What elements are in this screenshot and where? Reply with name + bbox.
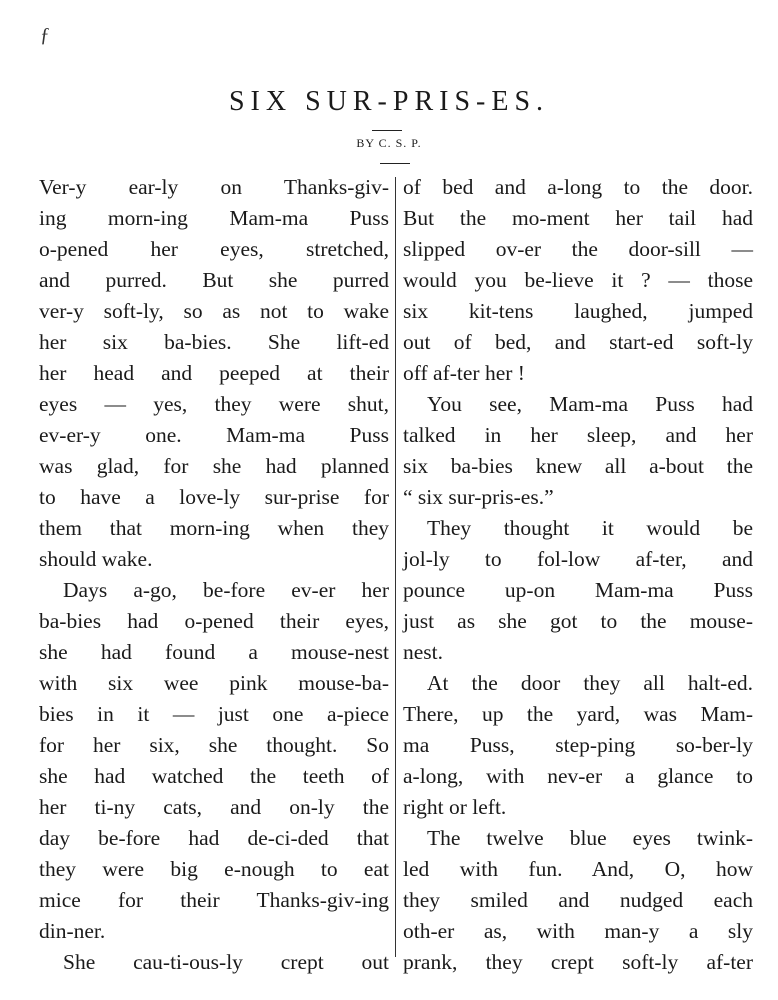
text-line: them that morn-ing when they — [39, 516, 389, 540]
text-line: din-ner. — [39, 919, 106, 943]
text-line: At the door they all halt-ed. — [427, 671, 753, 695]
right-column — [403, 172, 753, 978]
text-line: to have a love-ly sur-prise for — [39, 485, 389, 509]
byline: BY C. S. P. — [356, 136, 422, 150]
text-line: for her six, she thought. So — [39, 733, 389, 757]
text-line: ing morn-ing Mam-ma Puss — [39, 206, 389, 230]
text-line: ma Puss, step-ping so-ber-ly — [403, 733, 753, 757]
text-line: and purred. But she purred — [39, 268, 389, 292]
text-line: would you be-lieve it ? — those — [403, 268, 753, 292]
text-line: bies in it — just one a-piece — [39, 702, 389, 726]
text-line: they were big e-nough to eat — [39, 857, 389, 881]
text-line: jol-ly to fol-low af-ter, and — [403, 547, 753, 571]
text-line: Days a-go, be-fore ev-er her — [63, 578, 389, 602]
text-line: ev-er-y one. Mam-ma Puss — [39, 423, 389, 447]
text-line: right or left. — [403, 795, 507, 819]
text-line: they smiled and nudged each — [403, 888, 753, 912]
story-title: SIX SUR-PRIS-ES. — [228, 86, 550, 117]
text-line: mice for their Thanks-giv-ing — [39, 888, 389, 912]
text-line: should wake. — [39, 547, 153, 571]
text-line: The twelve blue eyes twink- — [427, 826, 753, 850]
text-line: her six ba-bies. She lift-ed — [39, 330, 389, 354]
text-line: six kit-tens laughed, jumped — [403, 299, 753, 323]
column-divider — [395, 177, 396, 957]
text-line: o-pened her eyes, stretched, — [39, 237, 389, 261]
text-line: ba-bies had o-pened their eyes, — [39, 609, 389, 633]
text-line: her head and peeped at their — [39, 361, 389, 385]
text-line: with six wee pink mouse-ba- — [39, 671, 389, 695]
text-line: ver-y soft-ly, so as not to wake — [39, 299, 389, 323]
text-line: They thought it would be — [427, 516, 753, 540]
text-line: nest. — [403, 640, 444, 664]
text-line: just as she got to the mouse- — [403, 609, 753, 633]
text-line: a-long, with nev-er a glance to — [403, 764, 753, 788]
left-column — [39, 172, 389, 978]
text-line: pounce up-on Mam-ma Puss — [403, 578, 753, 602]
text-line: six ba-bies knew all a-bout the — [403, 454, 753, 478]
text-line: But the mo-ment her tail had — [403, 206, 753, 230]
title-rule-top — [372, 130, 402, 131]
text-line: of bed and a-long to the door. — [403, 175, 753, 199]
text-line: she had watched the teeth of — [39, 764, 389, 788]
text-line: “ six sur-pris-es.” — [403, 485, 554, 509]
text-line: There, up the yard, was Mam- — [403, 702, 753, 726]
text-line: her ti-ny cats, and on-ly the — [39, 795, 389, 819]
text-line: off af-ter her ! — [403, 361, 525, 385]
text-line: oth-er as, with man-y a sly — [403, 919, 753, 943]
text-line: prank, they crept soft-ly af-ter — [403, 950, 753, 974]
ink-mark: ƒ — [40, 24, 50, 46]
text-line: eyes — yes, they were shut, — [39, 392, 389, 416]
text-line: She cau-ti-ous-ly crept out — [63, 950, 389, 974]
text-line: day be-fore had de-ci-ded that — [39, 826, 389, 850]
text-line: talked in her sleep, and her — [403, 423, 753, 447]
text-line: out of bed, and start-ed soft-ly — [403, 330, 753, 354]
text-line: Ver-y ear-ly on Thanks-giv- — [39, 175, 389, 199]
text-line: You see, Mam-ma Puss had — [427, 392, 753, 416]
text-line: slipped ov-er the door-sill — — [403, 237, 753, 261]
text-line: led with fun. And, O, how — [403, 857, 753, 881]
title-rule-bottom — [380, 163, 410, 164]
text-line: she had found a mouse-nest — [39, 640, 389, 664]
text-line: was glad, for she had planned — [39, 454, 389, 478]
